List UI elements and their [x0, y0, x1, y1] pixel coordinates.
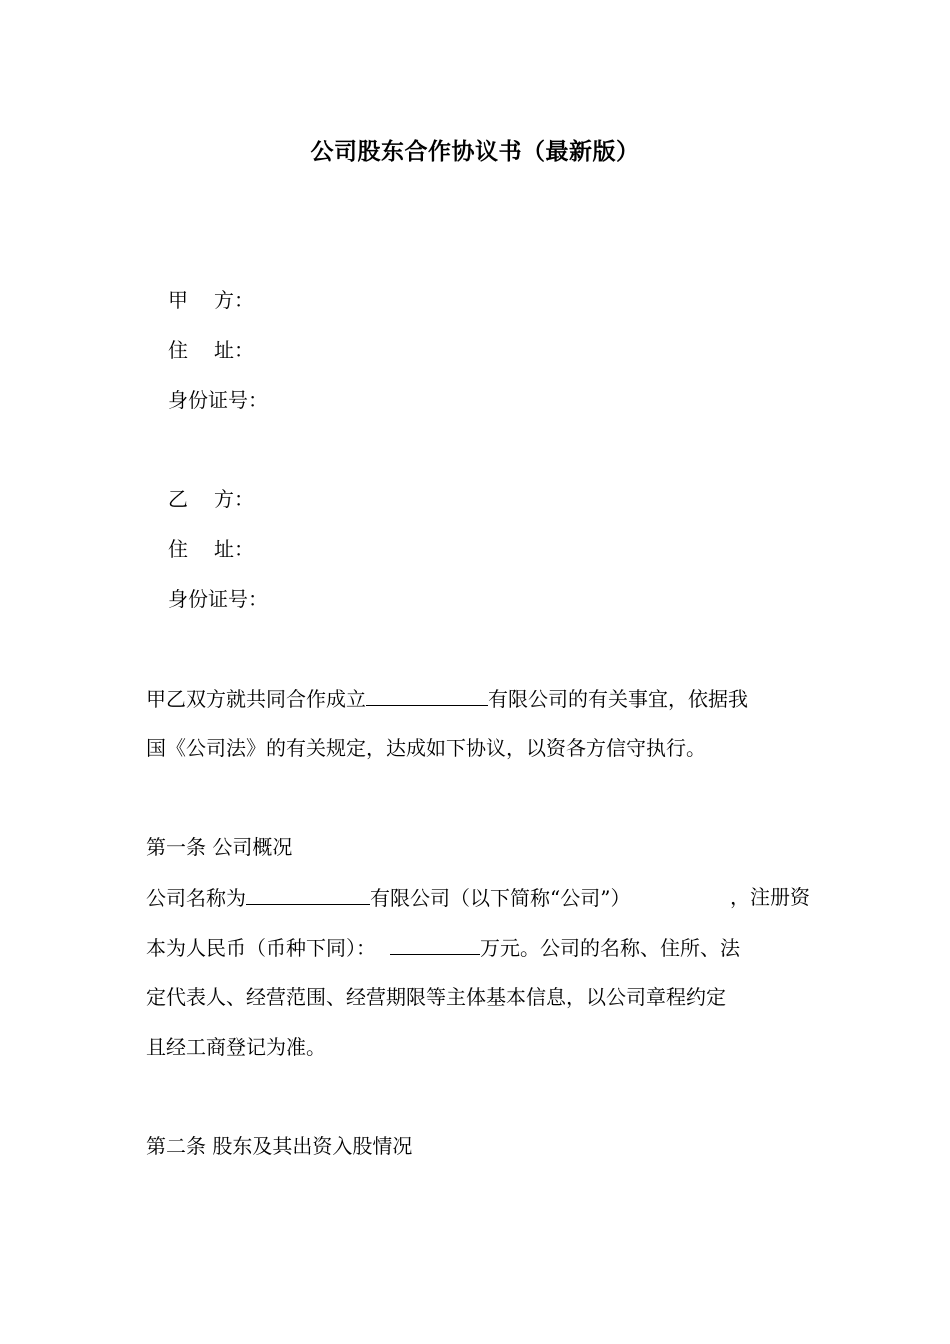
- party-b-name-field: [168, 484, 254, 514]
- party-a-address-label: 住: [168, 338, 188, 362]
- article-2-heading: 第二条 股东及其出资入股情况: [146, 1134, 413, 1158]
- party-a-address-suffix: 址：: [214, 338, 254, 362]
- party-a-name-label: 甲: [168, 288, 188, 312]
- capital-prefix: 本为人民币（币种下同）：: [146, 936, 376, 960]
- party-b-id-field: 身份证号：: [168, 587, 268, 611]
- party-a-id-field: 身份证号：: [168, 388, 268, 412]
- article-1-line-2: [146, 932, 810, 963]
- company-name-suffix: 有限公司（以下简称“公司”）: [370, 886, 631, 910]
- intro-line-1: [146, 683, 810, 714]
- capital-amount-blank: [390, 932, 480, 955]
- party-a-name-field: [168, 285, 254, 315]
- document-title: 公司股东合作协议书（最新版）: [310, 138, 640, 165]
- party-b-name-label: 乙: [168, 487, 188, 511]
- company-name-blank-2: [246, 882, 370, 905]
- article-1-heading: 第一条 公司概况: [146, 835, 293, 859]
- article-1-line-1-main: [146, 882, 630, 913]
- capital-suffix: 万元。公司的名称、住所、法: [480, 936, 740, 960]
- company-name-blank: [366, 683, 488, 706]
- party-a-address-field: [168, 335, 254, 365]
- company-name-prefix: 公司名称为: [146, 886, 246, 910]
- intro-text-after: 有限公司的有关事宜，依据我: [488, 687, 748, 711]
- intro-text-before: 甲乙双方就共同合作成立: [146, 687, 366, 711]
- intro-line-2: 国《公司法》的有关规定，达成如下协议，以资各方信守执行。: [146, 736, 706, 760]
- party-a-name-suffix: 方：: [214, 288, 254, 312]
- party-b-name-suffix: 方：: [214, 487, 254, 511]
- party-b-address-label: 住: [168, 537, 188, 561]
- registered-capital-lead: ，注册资: [730, 885, 810, 909]
- article-1-line-1: [146, 882, 810, 913]
- article-1-line-4: 且经工商登记为准。: [146, 1035, 326, 1059]
- party-b-address-field: [168, 534, 254, 564]
- party-b-address-suffix: 址：: [214, 537, 254, 561]
- article-1-line-3: 定代表人、经营范围、经营期限等主体基本信息，以公司章程约定: [146, 985, 726, 1009]
